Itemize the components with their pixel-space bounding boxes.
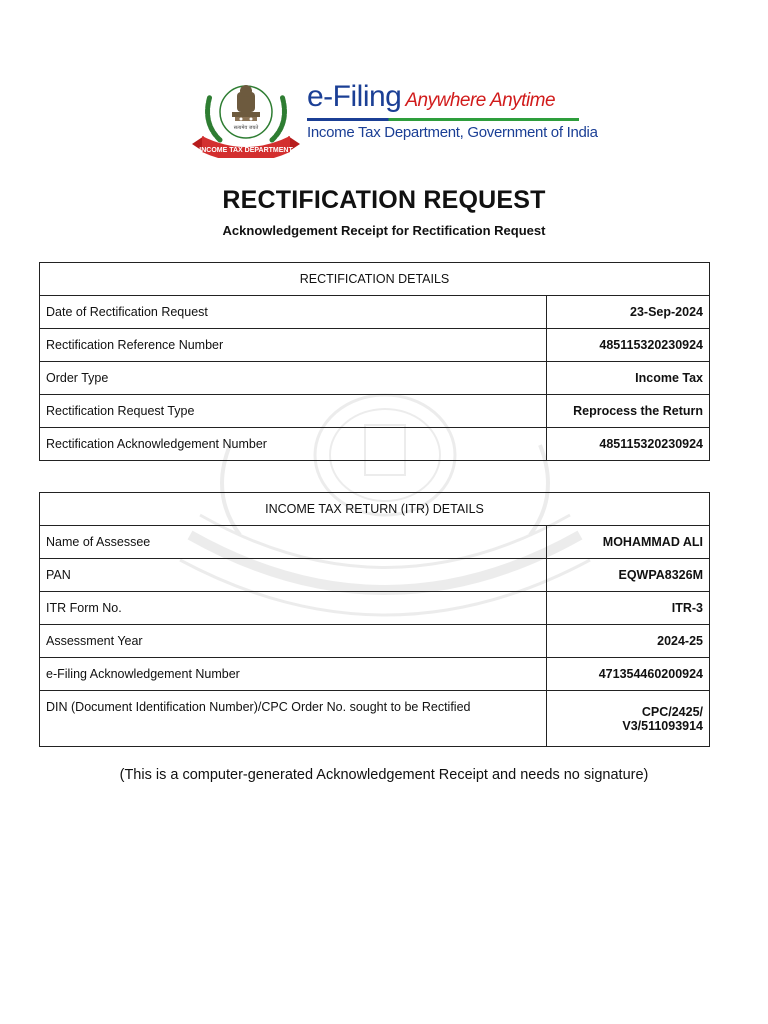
row-value: 2024-25 xyxy=(547,625,710,658)
rectification-details-table xyxy=(39,262,710,461)
brand-divider xyxy=(307,118,579,121)
row-value: 471354460200924 xyxy=(547,658,710,691)
brand-tagline: Anywhere Anytime xyxy=(405,90,556,111)
table-row xyxy=(40,428,710,461)
row-label: Name of Assessee xyxy=(40,526,547,559)
table-row xyxy=(40,691,710,747)
table-row xyxy=(40,526,710,559)
income-tax-emblem-icon xyxy=(190,78,302,158)
emblem-ribbon-text: INCOME TAX DEPARTMENT xyxy=(199,147,293,154)
table-row xyxy=(40,592,710,625)
efiling-header xyxy=(190,78,598,160)
rectification-details-heading: RECTIFICATION DETAILS xyxy=(40,263,710,296)
row-label: Rectification Request Type xyxy=(40,395,547,428)
row-value: Income Tax xyxy=(547,362,710,395)
row-label: Assessment Year xyxy=(40,625,547,658)
table-heading-row xyxy=(40,493,710,526)
itr-details-table xyxy=(39,492,710,747)
table-row xyxy=(40,395,710,428)
table-row xyxy=(40,625,710,658)
row-value xyxy=(547,691,710,747)
row-value: Reprocess the Return xyxy=(547,395,710,428)
table-row xyxy=(40,362,710,395)
row-label: Order Type xyxy=(40,362,547,395)
table-heading-row xyxy=(40,263,710,296)
row-label: Rectification Acknowledgement Number xyxy=(40,428,547,461)
row-label: e-Filing Acknowledgement Number xyxy=(40,658,547,691)
row-value: 23-Sep-2024 xyxy=(547,296,710,329)
row-value: EQWPA8326M xyxy=(547,559,710,592)
emblem-motto: सत्यमेव जयते xyxy=(233,125,259,131)
row-label: PAN xyxy=(40,559,547,592)
department-name: Income Tax Department, Government of India xyxy=(307,124,598,141)
row-value-line: V3/511093914 xyxy=(622,718,703,733)
row-value-line: CPC/2425/ xyxy=(641,704,703,719)
footer-note: (This is a computer-generated Acknowledgement Receipt and needs no signature) xyxy=(119,767,649,783)
brand-name: e-Filing xyxy=(307,80,402,113)
row-label: Rectification Reference Number xyxy=(40,329,547,362)
itr-details-heading: INCOME TAX RETURN (ITR) DETAILS xyxy=(40,493,710,526)
table-row xyxy=(40,658,710,691)
table-row xyxy=(40,559,710,592)
brand-block xyxy=(307,80,598,141)
table-row xyxy=(40,296,710,329)
row-value: 485115320230924 xyxy=(547,428,710,461)
row-label: Date of Rectification Request xyxy=(40,296,547,329)
row-value: ITR-3 xyxy=(547,592,710,625)
row-value: MOHAMMAD ALI xyxy=(547,526,710,559)
page-subtitle: Acknowledgement Receipt for Rectification Request xyxy=(222,223,546,238)
row-label: ITR Form No. xyxy=(40,592,547,625)
table-row xyxy=(40,329,710,362)
row-value: 485115320230924 xyxy=(547,329,710,362)
page-title: RECTIFICATION REQUEST xyxy=(222,186,546,214)
row-label: DIN (Document Identification Number)/CPC Order No. sought to be Rectified xyxy=(40,691,547,747)
